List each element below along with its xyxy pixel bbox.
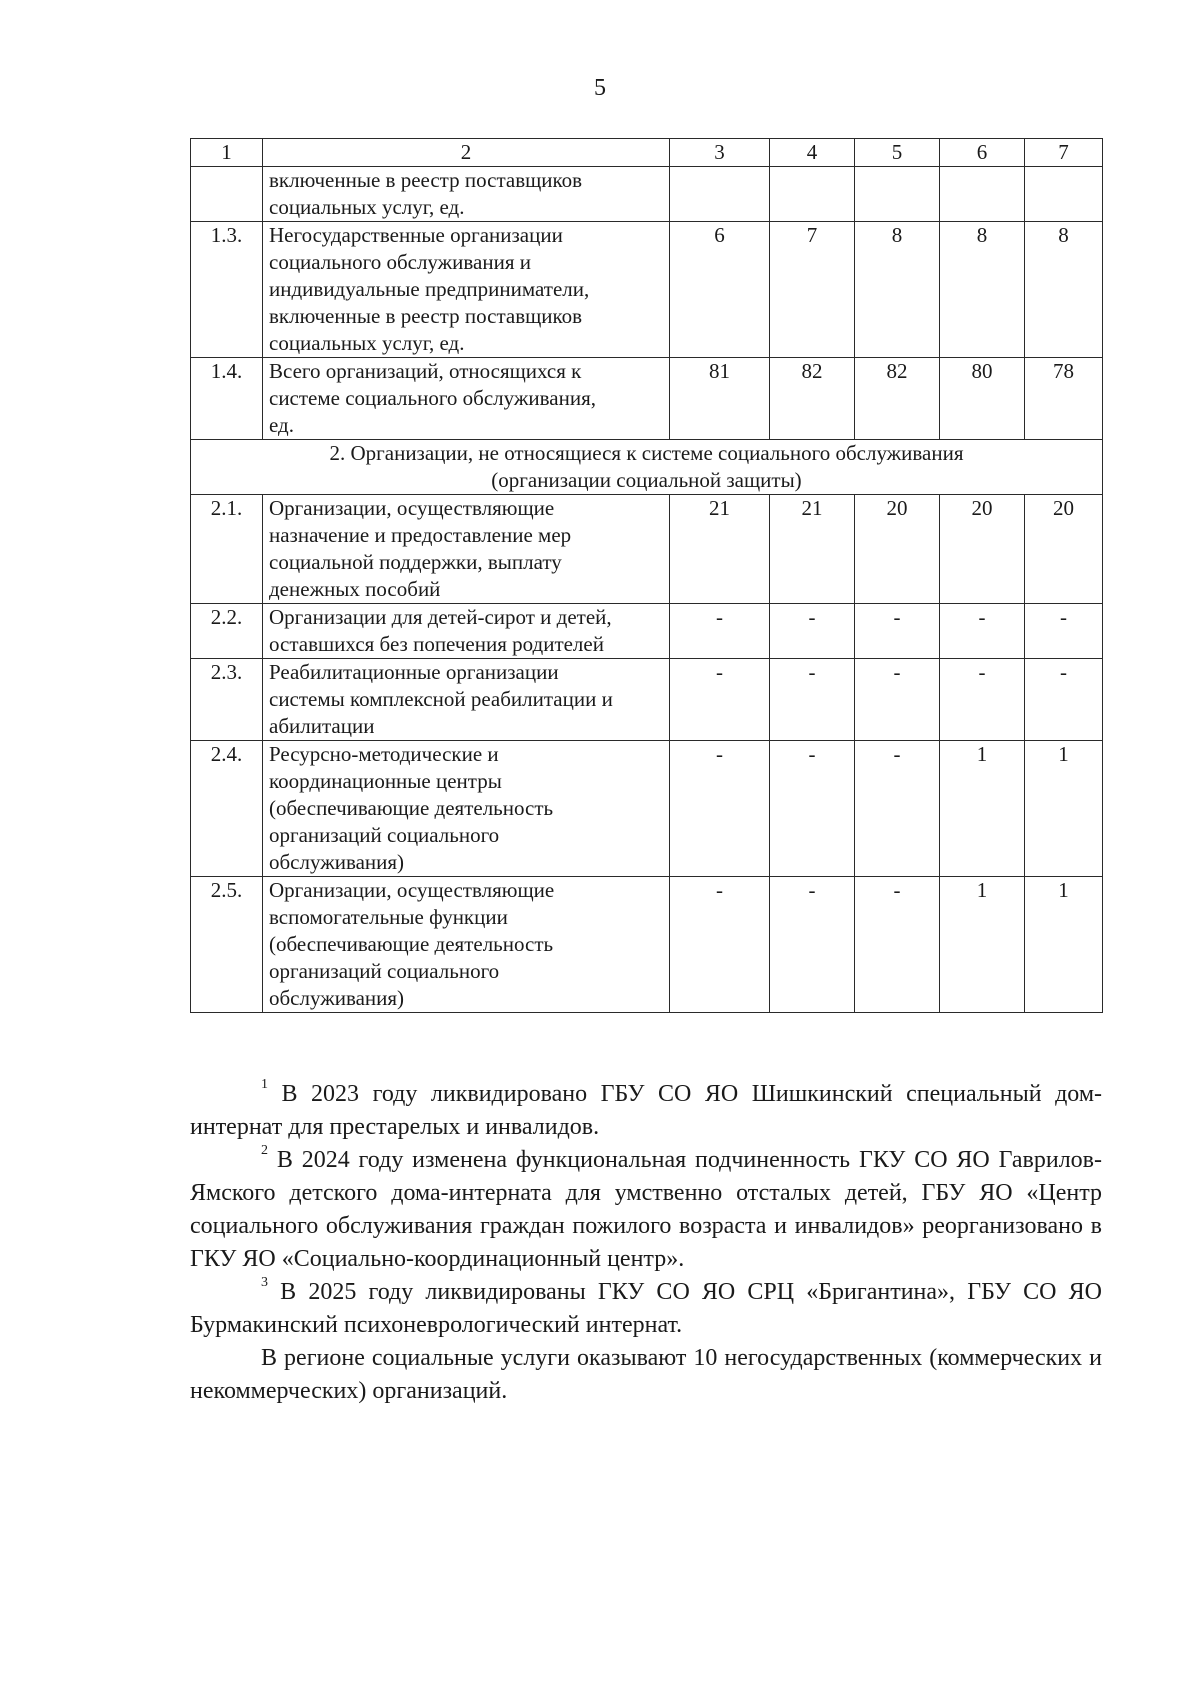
row-number: 2.4. [191, 741, 263, 877]
row-number: 1.3. [191, 222, 263, 358]
row-value: 80 [940, 358, 1025, 440]
row-value [770, 167, 855, 222]
row-label [263, 222, 670, 358]
row-value: 20 [855, 495, 940, 604]
row-value: 21 [770, 495, 855, 604]
row-value: - [670, 741, 770, 877]
row-label-line: системе социального обслуживания, [269, 386, 596, 410]
section-title [191, 440, 1103, 495]
row-label-line: Реабилитационные организации [269, 660, 559, 684]
footnote-text: В регионе социальные услуги оказывают 10 негосударственных (коммерческих и некоммерческих) организаций. [190, 1345, 1102, 1404]
table-row [191, 222, 1103, 358]
row-value: 21 [670, 495, 770, 604]
row-value: - [670, 659, 770, 741]
row-label-line: вспомогательные функции [269, 905, 508, 929]
row-label [263, 741, 670, 877]
table-row [191, 741, 1103, 877]
footnote-text: В 2023 году ликвидировано ГБУ СО ЯО Шишкинский специальный дом-интернат для престарелых и инвалидов. [190, 1081, 1102, 1140]
row-label-line: включенные в реестр поставщиков [269, 168, 583, 192]
row-value: - [855, 877, 940, 1013]
row-label-line: Организации, осуществляющие [269, 496, 555, 520]
row-value: 1 [1025, 741, 1103, 877]
row-label-line: социальных услуг, ед. [269, 331, 465, 355]
row-value: 7 [770, 222, 855, 358]
footnotes [190, 1078, 1102, 1408]
row-label-line: Негосударственные организации [269, 223, 563, 247]
row-value: - [770, 877, 855, 1013]
table-row [191, 358, 1103, 440]
row-value: - [670, 604, 770, 659]
column-header: 4 [770, 139, 855, 167]
row-value [1025, 167, 1103, 222]
statistics-table [190, 138, 1103, 1013]
row-label-line: организаций социального [269, 823, 500, 847]
table-row [191, 877, 1103, 1013]
row-label-line: Организации для детей-сирот и детей, [269, 605, 612, 629]
column-header: 1 [191, 139, 263, 167]
row-value: - [770, 741, 855, 877]
row-value: - [940, 604, 1025, 659]
row-value [855, 167, 940, 222]
footnote-paragraph [190, 1078, 1102, 1144]
row-value: - [670, 877, 770, 1013]
row-label-line: обслуживания) [269, 986, 405, 1010]
row-label-line: обслуживания) [269, 850, 405, 874]
row-label-line: денежных пособий [269, 577, 441, 601]
row-number: 1.4. [191, 358, 263, 440]
row-number: 2.5. [191, 877, 263, 1013]
row-label-line: оставшихся без попечения родителей [269, 632, 604, 656]
page-number: 5 [594, 75, 606, 101]
row-value: - [940, 659, 1025, 741]
row-value: 8 [855, 222, 940, 358]
row-value [940, 167, 1025, 222]
row-label-line: системы комплексной реабилитации и [269, 687, 613, 711]
row-value: 6 [670, 222, 770, 358]
footnote-text: В 2024 году изменена функциональная подчиненность ГКУ СО ЯО Гаврилов-Ямского детского дома-интерната для умственно отсталых детей, ГБУ ЯО «Центр социального обслуживания граждан пожилого возраста и инвалидов» реорганизовано в ГКУ ЯО «Социально-координационный центр». [190, 1147, 1102, 1272]
row-value: 1 [940, 741, 1025, 877]
row-label-line: абилитации [269, 714, 375, 738]
row-label-line: социального обслуживания и [269, 250, 531, 274]
row-label-line: Организации, осуществляющие [269, 878, 555, 902]
section-row [191, 440, 1103, 495]
row-value: 82 [770, 358, 855, 440]
row-label [263, 877, 670, 1013]
column-header: 5 [855, 139, 940, 167]
row-label [263, 495, 670, 604]
row-label [263, 604, 670, 659]
footnote-text: В 2025 году ликвидированы ГКУ СО ЯО СРЦ «Бригантина», ГБУ СО ЯО Бурмакинский психоневрологический интернат. [190, 1279, 1102, 1338]
row-label-line: координационные центры [269, 769, 502, 793]
row-value: 78 [1025, 358, 1103, 440]
row-label-line: (обеспечивающие деятельность [269, 796, 554, 820]
row-value: - [855, 604, 940, 659]
row-value [670, 167, 770, 222]
row-label [263, 358, 670, 440]
table-row [191, 604, 1103, 659]
table-header-row [191, 139, 1103, 167]
table-row [191, 495, 1103, 604]
row-value: - [1025, 659, 1103, 741]
column-header: 7 [1025, 139, 1103, 167]
row-label-line: включенные в реестр поставщиков [269, 304, 583, 328]
row-value: 20 [940, 495, 1025, 604]
row-label-line: Ресурсно-методические и [269, 742, 499, 766]
row-value: 8 [1025, 222, 1103, 358]
row-value: - [770, 659, 855, 741]
footnote-marker: 1 [261, 1077, 268, 1092]
row-value: - [770, 604, 855, 659]
section-title-line: (организации социальной защиты) [491, 468, 802, 492]
row-label-line: назначение и предоставление мер [269, 523, 572, 547]
row-value: 81 [670, 358, 770, 440]
row-value: 1 [1025, 877, 1103, 1013]
row-value: - [1025, 604, 1103, 659]
row-value: - [855, 741, 940, 877]
row-label [263, 659, 670, 741]
column-header: 2 [263, 139, 670, 167]
row-label-line: организаций социального [269, 959, 500, 983]
row-value: 1 [940, 877, 1025, 1013]
table-row [191, 167, 1103, 222]
footnote-marker: 2 [261, 1143, 268, 1158]
footnote-paragraph [190, 1342, 1102, 1408]
row-label [263, 167, 670, 222]
row-label-line: (обеспечивающие деятельность [269, 932, 554, 956]
row-label-line: социальной поддержки, выплату [269, 550, 562, 574]
row-label-line: индивидуальные предприниматели, [269, 277, 590, 301]
row-number: 2.2. [191, 604, 263, 659]
row-label-line: социальных услуг, ед. [269, 195, 465, 219]
footnote-marker: 3 [261, 1275, 268, 1290]
section-title-line: 2. Организации, не относящиеся к системе социального обслуживания [329, 441, 964, 465]
row-label-line: Всего организаций, относящихся к [269, 359, 582, 383]
row-number: 2.1. [191, 495, 263, 604]
row-value: 82 [855, 358, 940, 440]
row-number: 2.3. [191, 659, 263, 741]
row-value: 8 [940, 222, 1025, 358]
row-value: - [855, 659, 940, 741]
footnote-paragraph [190, 1144, 1102, 1276]
column-header: 3 [670, 139, 770, 167]
row-number [191, 167, 263, 222]
row-label-line: ед. [269, 413, 294, 437]
row-value: 20 [1025, 495, 1103, 604]
footnote-paragraph [190, 1276, 1102, 1342]
column-header: 6 [940, 139, 1025, 167]
table-row [191, 659, 1103, 741]
